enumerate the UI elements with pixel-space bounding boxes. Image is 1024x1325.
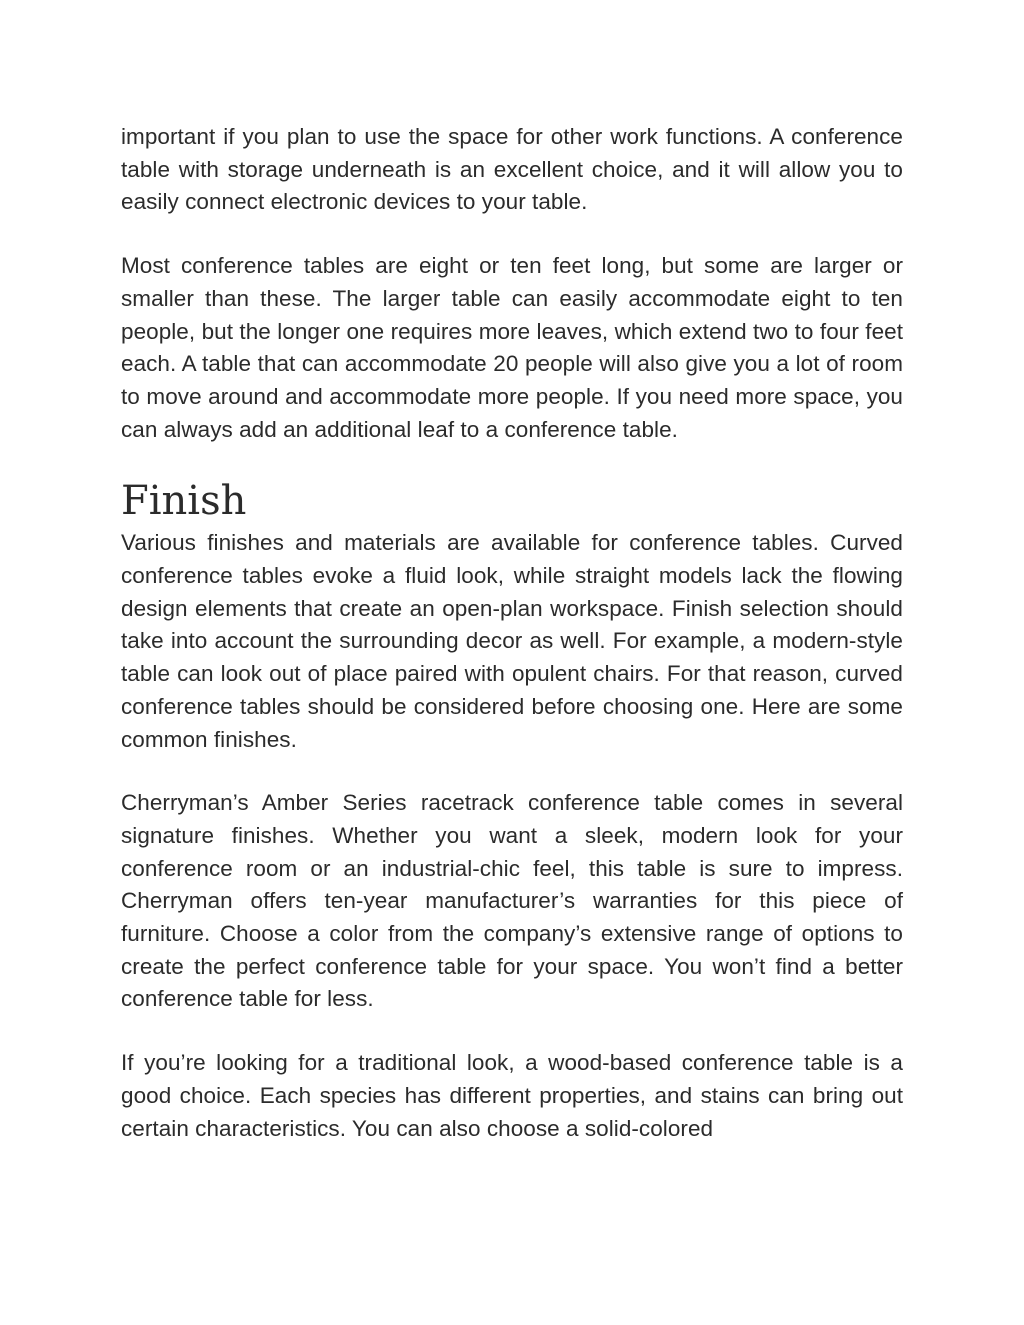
- paragraph-storage: important if you plan to use the space for other work functions. A conference table with storage underneath is an excellent choice, and it will allow you to easily connect electronic devices to your table.: [121, 124, 903, 215]
- paragraph-table-sizes: Most conference tables are eight or ten feet long, but some are larger or smaller than these. The larger table can easily accommodate eight to ten people, but the longer one requires more leaves, which extend two to four feet each. A table that can accommodate 20 people will also give you a lot of room to move around and accommodate more people. If you need more space, you can always add an additional leaf to a conference table.: [121, 253, 903, 442]
- paragraph-cherryman: Cherryman’s Amber Series racetrack conference table comes in several signature finishes. Whether you want a sleek, modern look for your conference room or an industrial-chic feel, this table is sure to impress. Cherryman offers ten-year manufacturer’s warranties for this piece of furniture. Choose a color from the company’s extensive range of options to create the perfect conference table for your space. You won’t find a better conference table for less.: [121, 790, 903, 1012]
- document-page: [121, 121, 903, 1176]
- section-heading-finish: Finish: [121, 478, 247, 525]
- paragraph-finishes-intro: Various finishes and materials are available for conference tables. Curved conference tables evoke a fluid look, while straight models lack the flowing design elements that create an open-plan workspace. Finish selection should take into account the surrounding decor as well. For example, a modern-style table can look out of place paired with opulent chairs. For that reason, curved conference tables should be considered before choosing one. Here are some common finishes.: [121, 530, 903, 752]
- paragraph-wood-based: If you’re looking for a traditional look, a wood-based conference table is a good choice. Each species has different properties, and stains can bring out certain characteristics. You can also choose a solid-colored: [121, 1050, 903, 1141]
